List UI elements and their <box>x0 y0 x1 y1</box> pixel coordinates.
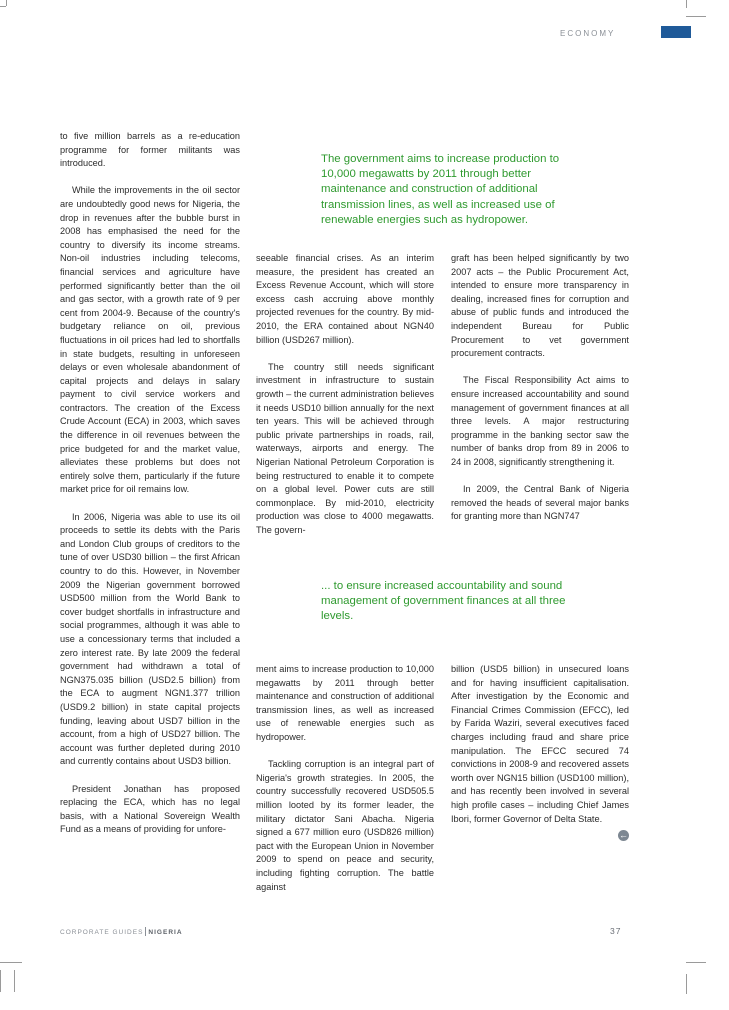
crop-mark <box>686 962 706 963</box>
paragraph: President Jonathan has proposed replacing the ECA, which has no legal basis, with a National Sovereign Wealth Fund as a means of providing for unfore- <box>60 783 240 835</box>
body-column-middle-bottom <box>256 663 434 894</box>
footer-publication <box>60 927 183 936</box>
paragraph: While the improvements in the oil sector are undoubtedly good news for Nigeria, the drop in revenues after the bubble burst in 2008 has emphasised the need for the country to diversify its income streams. Non-oil industries including telecoms, financial services and agriculture have performed significantly better than the oil and gas sector, with a growth rate of 9 per cent from 2004-9. Because of the country's budgetary reliance on oil, previous fluctuations in oil prices had led to shortfalls in state budgets, resulting in unforeseen delays or even wholesale abandonment of capital projects and delays in salary payment to civil service workers and contractors. The creation of the Excess Crude Account (ECA) in 2003, which saves the difference in oil revenues between the price budgeted for and the market value, alleviates these problems but does not entirely solve them, particularly if the future market price for oil remains low. <box>60 185 240 495</box>
crop-mark <box>6 0 7 6</box>
paragraph: In 2009, the Central Bank of Nigeria removed the heads of several major banks for granting more than NGN747 <box>451 484 629 522</box>
paragraph: graft has been helped significantly by two 2007 acts – the Public Procurement Act, intended to ensure more transparency in dealing, increased fines for corruption and abuse of public funds and introduced the independent Bureau for Public Procurement to vet government procurement contracts. <box>451 253 629 359</box>
publication-name: CORPORATE GUIDES <box>60 929 144 936</box>
body-column-right-top <box>451 252 629 524</box>
crop-mark <box>0 6 6 7</box>
arrow-left-circle-icon[interactable]: ← <box>619 830 628 840</box>
paragraph: In 2006, Nigeria was able to use its oil proceeds to settle its debts with the Paris and London Club groups of creditors to the tune of over USD30 billion – the first African country to do this. However, in November 2009 the Nigerian government borrowed USD500 million from the World Bank to cover budget shortfalls in infrastructure and social programmes, although it was able to use a concessionary terms that included a zero interest rate. By late 2009 the federal government had withdrawn a total of NGN375.035 billion (USD2.5 billion) from the ECA to augment NGN1.377 trillion (USD9.2 billion) in state capital projects funding, leaving about USD7 billion in the account, from a high of USD27 billion. The account was further depleted during 2010 and currently contains about USD3 billion. <box>60 511 240 767</box>
pull-quote-top: The government aims to increase production to 10,000 megawatts by 2011 through better maintenance and construction of additional transmission lines, as well as increased use of renewable energies such as hydropower. <box>321 153 560 226</box>
paragraph: billion (USD5 billion) in unsecured loans and for having insufficient capitalisation. After investigation by the Economic and Financial Crimes Commission (EFCC), led by Farida Waziri, several executives faced charges including fraud and share price manipulation. The EFCC secured 74 convictions in 2008-9 and recovered assets worth over NGN15 billion (USD100 million), and has recently been involved in several high profile cases – including Chief James Ibori, former Governor of Delta State. <box>451 664 629 824</box>
paragraph: to five million barrels as a re-education programme for former militants was introduced. <box>60 131 240 169</box>
paragraph: The Fiscal Responsibility Act aims to ensure increased accountability and sound management of government finances at all three levels. A major restructuring programme in the banking sector saw the number of banks drop from 89 in 2006 to 24 in 2008, significantly strengthening it. <box>451 375 629 467</box>
paragraph: seeable financial crises. As an interim measure, the president has created an Excess Revenue Account, which will store excess cash accruing above monthly projected revenues for the country. By mid-2010, the ERA contained about NGN40 billion (USD267 million). <box>256 253 434 345</box>
footer-divider <box>145 927 146 936</box>
crop-mark <box>0 962 22 963</box>
crop-mark <box>686 16 706 17</box>
pull-quote-middle: ... to ensure increased accountability and sound management of government finances at all three levels. <box>321 580 566 623</box>
body-column-left <box>60 130 240 837</box>
section-accent-bar <box>661 26 691 38</box>
section-label: ECONOMY <box>560 29 616 38</box>
page-number: 37 <box>610 926 622 936</box>
paragraph: ment aims to increase production to 10,000 megawatts by 2011 through better maintenance and construction of additional transmission lines, as well as increased use of renewable energies such as hydropower. <box>256 664 434 742</box>
paragraph: Tackling corruption is an integral part of Nigeria's growth strategies. In 2005, the country successfully recovered USD505.5 million looted by its former leader, the military dictator Sani Abacha. Nigeria signed a 677 million euro (USD826 million) pact with the European Union in November 2009 to spend on peace and security, including fighting corruption. The battle against <box>256 759 434 892</box>
crop-mark <box>14 970 15 992</box>
crop-mark <box>686 0 687 8</box>
crop-mark <box>0 970 1 992</box>
publication-country: NIGERIA <box>148 929 183 936</box>
body-column-right-bottom <box>451 663 629 826</box>
body-column-middle-top <box>256 252 434 537</box>
paragraph: The country still needs significant investment in infrastructure to sustain growth – the current administration believes it needs USD10 billion annually for the next ten years. This will be achieved through public private partnerships in roads, rail, waterways, airports and energy. The Nigerian National Petroleum Corporation is being restructured to enable it to compete on a global level. Power cuts are still commonplace. By mid-2010, electricity production was close to 4000 megawatts. The govern- <box>256 361 434 535</box>
crop-mark <box>686 974 687 994</box>
